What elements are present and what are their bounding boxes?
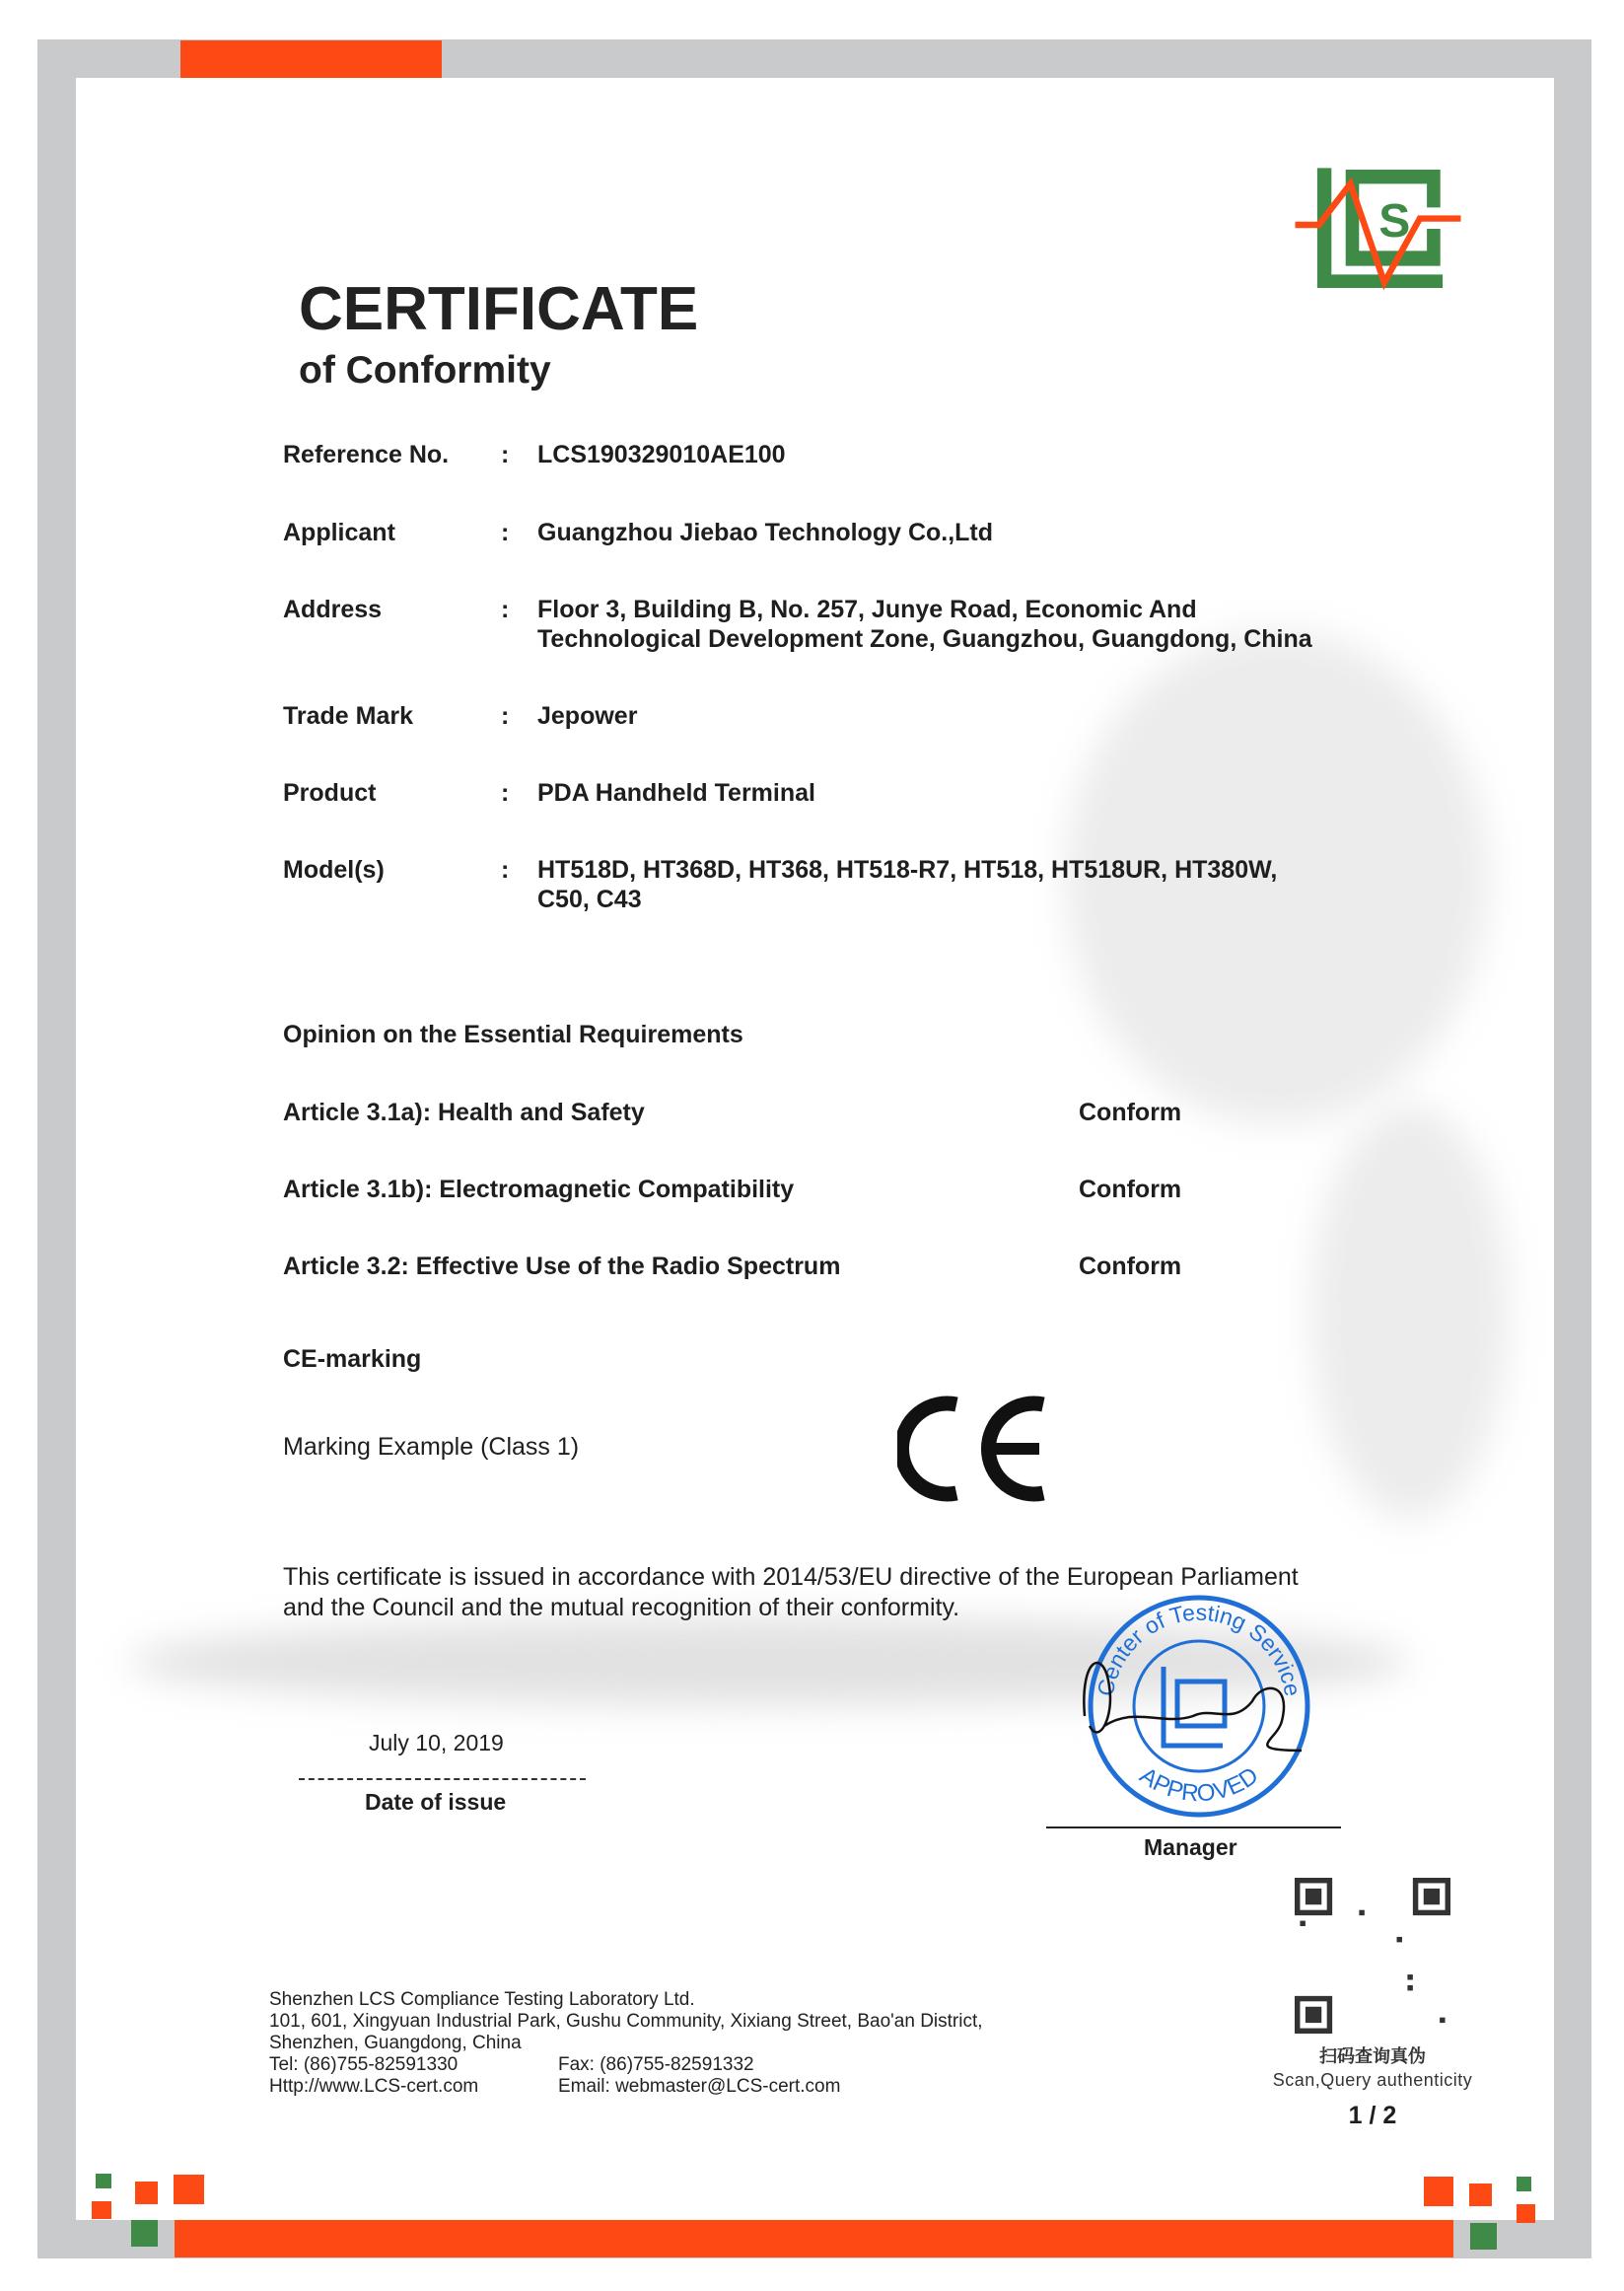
field-label: Applicant — [283, 519, 395, 546]
deco-square — [96, 2174, 111, 2188]
world-map-watermark — [1311, 1105, 1509, 1519]
field-colon: : — [501, 856, 510, 884]
issue-date: July 10, 2019 — [369, 1730, 504, 1755]
deco-square — [1517, 2204, 1535, 2223]
footer-line: Shenzhen, Guangdong, China — [269, 2033, 522, 2053]
statement-line: and the Council and the mutual recognition of their conformity. — [283, 1594, 960, 1621]
deco-square — [1470, 2223, 1497, 2250]
field-value-line: C50, C43 — [537, 886, 642, 913]
field-label: Reference No. — [283, 441, 450, 468]
deco-square — [1424, 2177, 1453, 2206]
field-value-line: Technological Development Zone, Guangzhou, Guangdong, China — [537, 625, 1312, 653]
field-value — [537, 855, 1277, 914]
field-label: Address — [283, 596, 383, 623]
ce-mark-icon — [897, 1391, 1055, 1507]
top-accent-bar — [180, 40, 442, 78]
qr-caption-en: Scan,Query authenticity — [1272, 2070, 1473, 2090]
footer-email[interactable]: Email: webmaster@LCS-cert.com — [558, 2076, 841, 2097]
ce-marking-heading: CE-marking — [283, 1345, 422, 1373]
qr-code-icon — [1294, 1878, 1451, 2034]
field-colon: : — [501, 441, 510, 468]
article-name: Article 3.1a): Health and Safety — [283, 1099, 645, 1126]
footer-line: Shenzhen LCS Compliance Testing Laboratory Ltd. — [269, 1989, 695, 2010]
certificate-title: CERTIFICATE — [299, 275, 699, 343]
date-of-issue-label: Date of issue — [365, 1789, 507, 1815]
svg-text:S: S — [1378, 195, 1411, 248]
footer-line: 101, 601, Xingyuan Industrial Park, Gushu Community, Xixiang Street, Bao'an District, — [269, 2011, 983, 2032]
stamp-text: Center of Testing Service — [1092, 1599, 1306, 1698]
deco-square — [131, 2220, 158, 2247]
deco-square — [174, 2175, 204, 2204]
article-result: Conform — [1079, 1253, 1182, 1280]
lcs-logo-icon — [1272, 150, 1484, 308]
approval-stamp-icon — [1045, 1588, 1361, 1825]
deco-square — [1517, 2177, 1531, 2191]
field-colon: : — [501, 779, 510, 807]
footer-fax: Fax: (86)755-82591332 — [558, 2054, 754, 2075]
certificate-subtitle: of Conformity — [299, 349, 551, 392]
signature-line — [1046, 1826, 1341, 1828]
manager-label: Manager — [1144, 1834, 1237, 1860]
field-value — [537, 778, 815, 808]
deco-square — [92, 2201, 111, 2219]
article-result: Conform — [1079, 1099, 1182, 1126]
statement-line: This certificate is issued in accordance with 2014/53/EU directive of the European Parliament — [283, 1563, 1299, 1591]
deco-square — [1469, 2184, 1492, 2206]
footer-tel: Tel: (86)755-82591330 — [269, 2054, 459, 2075]
field-value-line: Jepower — [537, 702, 638, 730]
article-result: Conform — [1079, 1176, 1182, 1203]
field-value — [537, 595, 1312, 654]
field-value-line: Floor 3, Building B, No. 257, Junye Road, Economic And — [537, 596, 1197, 623]
field-label: Model(s) — [283, 856, 385, 884]
opinion-heading: Opinion on the Essential Requirements — [283, 1021, 743, 1048]
footer-web[interactable]: Http://www.LCS-cert.com — [269, 2076, 479, 2097]
field-value-line: LCS190329010AE100 — [537, 441, 786, 468]
bottom-accent-bar — [175, 2220, 1453, 2257]
field-label: Product — [283, 779, 377, 807]
field-value — [537, 518, 993, 547]
deco-square — [135, 2182, 158, 2204]
field-label: Trade Mark — [283, 702, 414, 730]
field-value-line: HT518D, HT368D, HT368, HT518-R7, HT518, HT518UR, HT380W, — [537, 856, 1278, 884]
field-colon: : — [501, 519, 510, 546]
field-value — [537, 440, 786, 469]
field-value-line: PDA Handheld Terminal — [537, 779, 815, 807]
field-colon: : — [501, 596, 510, 623]
article-name: Article 3.2: Effective Use of the Radio Spectrum — [283, 1253, 841, 1280]
date-divider — [299, 1778, 586, 1780]
field-colon: : — [501, 702, 510, 730]
svg-text:APPROVED — [1135, 1762, 1263, 1808]
page-number: 1 / 2 — [1348, 2102, 1397, 2129]
qr-caption-cn: 扫码查询真伪 — [1319, 2046, 1426, 2066]
field-value — [537, 701, 637, 731]
field-value-line: Guangzhou Jiebao Technology Co.,Ltd — [537, 519, 994, 546]
stamp-text: APPROVED — [1134, 1761, 1264, 1808]
article-name: Article 3.1b): Electromagnetic Compatibility — [283, 1176, 795, 1203]
marking-example-label: Marking Example (Class 1) — [283, 1433, 580, 1461]
